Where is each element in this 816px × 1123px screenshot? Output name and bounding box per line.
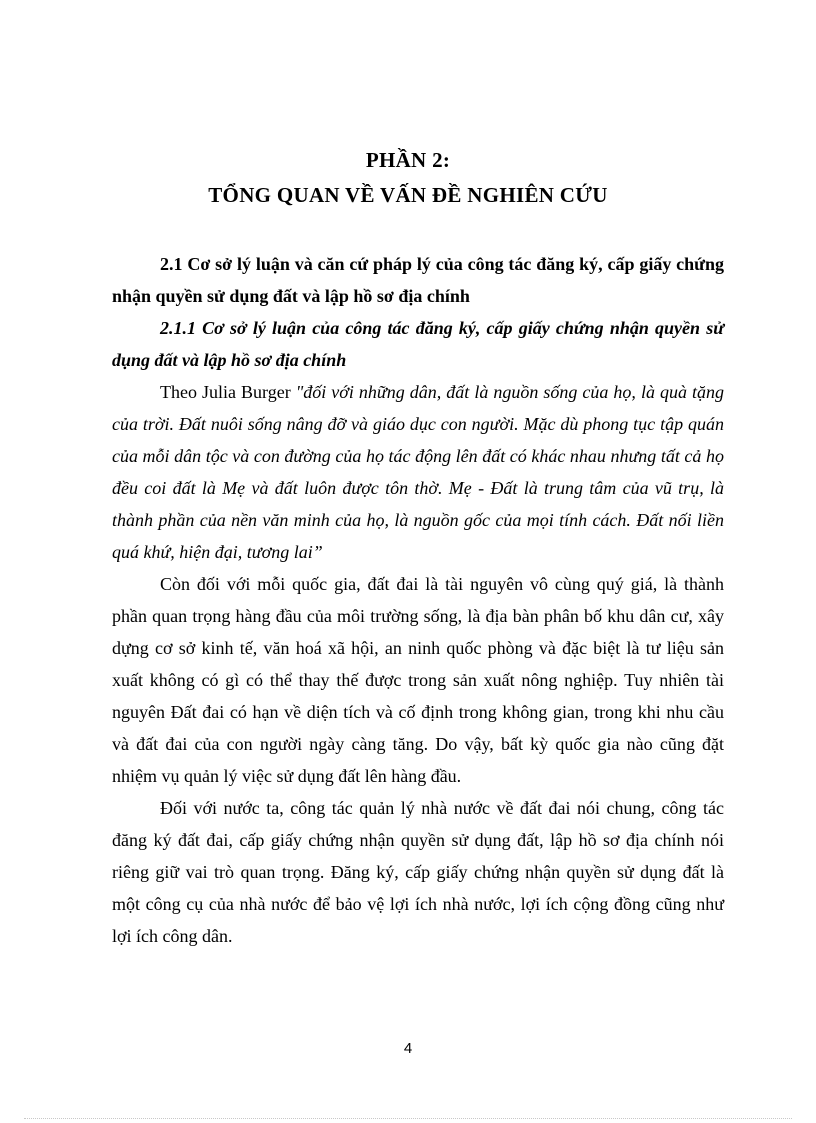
paragraph-1-lead: Theo Julia Burger xyxy=(160,382,296,402)
paragraph-3: Đối với nước ta, công tác quản lý nhà nước về đất đai nói chung, công tác đăng ký đất đai, cấp giấy chứng nhận quyền sử dụng đất, lập hồ sơ địa chính nói riêng giữ vai trò quan trọng. Đăng ký, cấp giấy chứng nhận quyền sử dụng đất là một công cụ của nhà nước để bảo vệ lợi ích nhà nước, lợi ích cộng đồng cũng như lợi ích công dân. xyxy=(112,798,724,946)
part-title: TỔNG QUAN VỀ VẤN ĐỀ NGHIÊN CỨU xyxy=(208,183,608,207)
paragraph-1 xyxy=(112,376,724,568)
part-label: PHẦN 2: xyxy=(365,148,451,172)
page-number: 4 xyxy=(403,1040,413,1057)
section-heading-2-1-1: 2.1.1 Cơ sở lý luận của công tác đăng ký, cấp giấy chứng nhận quyền sử dụng đất và lập hồ sơ địa chính xyxy=(112,318,724,370)
section-heading-2-1: 2.1 Cơ sở lý luận và căn cứ pháp lý của công tác đăng ký, cấp giấy chứng nhận quyền sử dụng đất và lập hồ sơ địa chính xyxy=(112,254,724,306)
document-body xyxy=(112,248,724,952)
page-bottom-divider xyxy=(24,1118,792,1119)
paragraph-2: Còn đối với mỗi quốc gia, đất đai là tài nguyên vô cùng quý giá, là thành phần quan trọng hàng đầu của môi trường sống, là địa bàn phân bố khu dân cư, xây dựng cơ sở kinh tế, văn hoá xã hội, an ninh quốc phòng và đặc biệt là tư liệu sản xuất không có gì có thể thay thế được trong sản xuất nông nghiệp. Tuy nhiên tài nguyên Đất đai có hạn về diện tích và cố định trong không gian, trong khi nhu cầu và đất đai của con người ngày càng tăng. Do vậy, bất kỳ quốc gia nào cũng đặt nhiệm vụ quản lý việc sử dụng đất lên hàng đầu. xyxy=(112,574,724,786)
julia-burger-quote: "đối với những dân, đất là nguồn sống của họ, là quà tặng của trời. Đất nuôi sống nâng đỡ và giáo dục con người. Mặc dù phong tục tập quán của mỗi dân tộc và con đường của họ tác động lên đất có khác nhau nhưng tất cả họ đều coi đất là Mẹ và đất luôn được tôn thờ. Mẹ - Đất là trung tâm của vũ trụ, là thành phần của nền văn minh của họ, là nguồn gốc của mọi tính cách. Đất nối liền quá khứ, hiện đại, tương lai” xyxy=(112,382,724,562)
